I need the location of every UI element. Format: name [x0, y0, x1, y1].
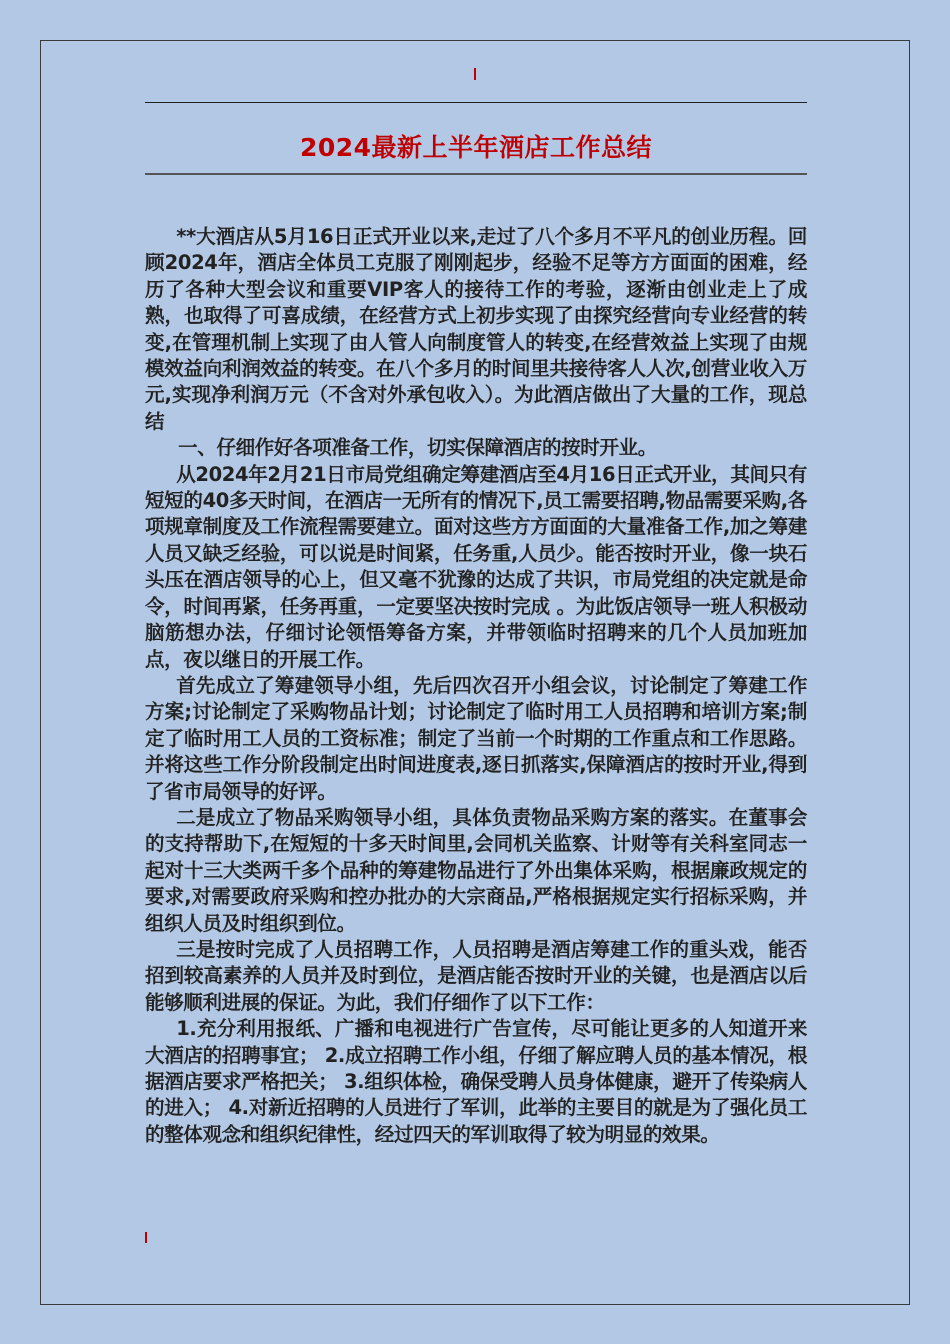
header-mark: [474, 68, 476, 80]
body-paragraph: 从2024年2月21日市局党组确定筹建酒店至4月16日正式开业，其间只有短短的40多天时间，在酒店一无所有的情况下,员工需要招聘,物品需要采购,各项规章制度及工作流程需要建立。面对这些方方面面的大量准备工作,加之筹建人员又缺乏经验，可以说是时间紧，任务重,人员少。能否按时开业，像一块石头压在酒店领导的心上，但又毫不犹豫的达成了共识，市局党组的决定就是命令，时间再紧，任务再重，一定要坚决按时完成 。为此饭店领导一班人积极动脑筋想办法，仔细讨论领悟筹备方案，并带领临时招聘来的几个人员加班加点，夜以继日的开展工作。: [145, 462, 807, 671]
body-paragraph: 二是成立了物品采购领导小组，具体负责物品采购方案的落实。在董事会的支持帮助下,在短短的十多天时间里,会同机关监察、计财等有关科室同志一起对十三大类两千多个品种的筹建物品进行了外出集体采购，根据廉政规定的要求,对需要政府采购和控办批办的大宗商品,严格根据规定实行招标采购，并组织人员及时组织到位。: [145, 805, 807, 935]
document-title: 2024最新上半年酒店工作总结: [299, 133, 653, 162]
document-body: [145, 224, 807, 1148]
numbered-list-paragraph: 1.充分利用报纸、广播和电视进行广告宣传，尽可能让更多的人知道开来大酒店的招聘事宜； 2.成立招聘工作小组，仔细了解应聘人员的基本情况，根据酒店要求严格把关； 3.组织体检，确保受聘人员身体健康，避开了传染病人的进入； 4.对新近招聘的人员进行了军训，此举的主要目的就是为了强化员工的整体观念和组织纪律性，经过四天的军训取得了较为明显的效果。: [145, 1017, 807, 1146]
body-paragraph: 三是按时完成了人员招聘工作，人员招聘是酒店筹建工作的重头戏，能否招到较高素养的人员并及时到位，是酒店能否按时开业的关键，也是酒店以后能够顺利进展的保证。为此，我们仔细作了以下工作：: [145, 937, 807, 1014]
header-divider: [145, 102, 807, 103]
intro-paragraph: **大酒店从5月16日正式开业以来,走过了八个多月不平凡的创业历程。回顾2024年，酒店全体员工克服了刚刚起步，经验不足等方方面面的困难，经历了各种大型会议和重要VIP客人的接待工作的考验，逐渐由创业走上了成熟，也取得了可喜成绩，在经营方式上初步实现了由探究经营向专业经营的转变,在管理机制上实现了由人管人向制度管人的转变,在经营效益上实现了由规模效益向利润效益的转变。在八个多月的时间里共接待客人人次,创营业收入万元,实现净利润万元（不含对外承包收入）。为此酒店做出了大量的工作，现总结: [145, 225, 807, 433]
title-divider: [145, 173, 807, 175]
body-paragraph: 首先成立了筹建领导小组，先后四次召开小组会议，讨论制定了筹建工作方案;讨论制定了采购物品计划；讨论制定了临时用工人员招聘和培训方案;制定了临时用工人员的工资标准；制定了当前一个时期的工作重点和工作思路。并将这些工作分阶段制定出时间进度表,逐日抓落实,保障酒店的按时开业,得到了省市局领导的好评。: [145, 673, 807, 803]
footer-mark: [145, 1232, 147, 1243]
section-heading: 一、仔细作好各项准备工作，切实保障酒店的按时开业。: [178, 436, 657, 460]
